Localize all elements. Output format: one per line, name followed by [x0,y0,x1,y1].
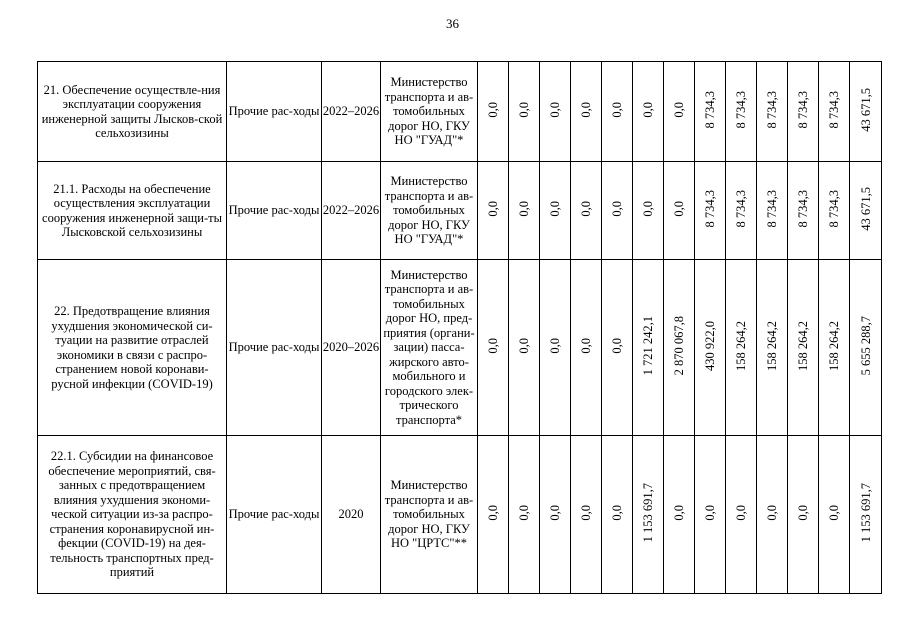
value-cell [540,162,571,260]
value-text: 0,0 [579,101,593,118]
value-text: 8 734,3 [765,91,779,129]
name-cell: 21.1. Расходы на обеспечение осуществления эксплуатации сооружения инженерной защи-ты Лысковской сельхозизины [38,162,227,260]
value-text: 8 734,3 [796,91,810,129]
value-text: 0,0 [548,504,562,521]
page-number: 36 [446,16,459,31]
name-cell: 22. Предотвращение влияния ухудшения экономической си-туации на развитие отраслей экономики в связи с распро-странением новой коронави-русной инфекции (COVID-19) [38,260,227,436]
value-text: 0,0 [734,504,748,521]
value-cell [757,62,788,162]
value-cell [602,162,633,260]
value-cell [850,436,882,594]
value-cell [540,260,571,436]
name-cell: 21. Обеспечение осуществле-ния эксплуатации сооружения инженерной защиты Лысков-ской сельхозизины [38,62,227,162]
value-cell [726,62,757,162]
value-text: 0,0 [672,200,686,217]
value-text: 0,0 [517,504,531,521]
value-cell [633,162,664,260]
value-text: 0,0 [610,101,624,118]
value-text: 8 734,3 [703,91,717,129]
value-cell [664,62,695,162]
value-cell [757,436,788,594]
value-text: 158 264,2 [734,320,748,371]
value-text: 0,0 [486,504,500,521]
value-cell [633,62,664,162]
value-cell [478,62,509,162]
value-cell [850,162,882,260]
value-cell [664,260,695,436]
value-text: 158 264,2 [765,320,779,371]
value-cell [757,260,788,436]
value-text: 0,0 [703,504,717,521]
value-text: 8 734,3 [796,190,810,228]
value-text: 1 721 242,1 [641,316,655,376]
value-cell [788,62,819,162]
value-cell [633,260,664,436]
value-text: 0,0 [641,101,655,118]
value-cell [602,260,633,436]
value-cell [695,260,726,436]
value-cell [726,436,757,594]
expense-type-cell: Прочие рас-ходы [227,260,322,436]
period-cell: 2020 [322,436,381,594]
executor-cell: Министерство транспорта и ав-томобильных дорог НО, ГКУ НО "ЦРТС"** [381,436,478,594]
value-text: 2 870 067,8 [672,316,686,376]
value-cell [788,260,819,436]
expense-type-cell: Прочие рас-ходы [227,162,322,260]
value-cell [571,436,602,594]
expense-type-cell: Прочие рас-ходы [227,62,322,162]
value-cell [850,62,882,162]
executor-cell: Министерство транспорта и ав-томобильных дорог НО, ГКУ НО "ГУАД"* [381,62,478,162]
value-cell [757,162,788,260]
value-text: 0,0 [486,200,500,217]
value-cell [726,260,757,436]
value-text: 0,0 [579,504,593,521]
expense-type-cell: Прочие рас-ходы [227,436,322,594]
executor-cell: Министерство транспорта и ав-томобильных дорог НО, пред-приятия (органи-зации) пасса-жирского авто-мобильного и городского элек-трического транспорта* [381,260,478,436]
value-cell [788,436,819,594]
value-cell [819,162,850,260]
value-cell [664,162,695,260]
value-text: 158 264,2 [796,320,810,371]
value-cell [819,62,850,162]
value-text: 0,0 [548,101,562,118]
period-cell: 2022–2026 [322,62,381,162]
value-text: 8 734,3 [765,190,779,228]
value-text: 0,0 [610,200,624,217]
value-cell [819,260,850,436]
value-cell [540,62,571,162]
period-cell: 2022–2026 [322,162,381,260]
value-text: 430 922,0 [703,320,717,371]
value-text: 158 264,2 [827,320,841,371]
value-cell [478,260,509,436]
value-text: 0,0 [548,200,562,217]
value-text: 0,0 [672,504,686,521]
value-text: 0,0 [517,101,531,118]
value-text: 0,0 [610,504,624,521]
value-text: 43 671,5 [858,87,873,132]
value-text: 8 734,3 [734,190,748,228]
table-row [38,62,882,162]
name-cell: 22.1. Субсидии на финансовое обеспечение мероприятий, свя-занных с предотвращением влияния ухудшения экономи-ческой ситуации из-за распро-странения коронавирусной ин-фекции (COVID-19) на дея-тельность транспортных пред-приятий [38,436,227,594]
value-cell [540,436,571,594]
value-text: 5 655 288,7 [858,316,873,376]
value-cell [509,260,540,436]
value-cell [571,62,602,162]
value-cell [726,162,757,260]
value-text: 0,0 [765,504,779,521]
value-text: 8 734,3 [827,190,841,228]
value-cell [509,436,540,594]
value-text: 0,0 [517,200,531,217]
value-cell [788,162,819,260]
value-cell [571,162,602,260]
value-text: 8 734,3 [703,190,717,228]
table-row [38,162,882,260]
value-cell [571,260,602,436]
budget-table [37,61,882,594]
value-cell [819,436,850,594]
value-cell [695,162,726,260]
value-cell [478,436,509,594]
value-text: 0,0 [610,337,624,354]
value-cell [850,260,882,436]
value-text: 0,0 [827,504,841,521]
period-cell: 2020–2026 [322,260,381,436]
value-cell [664,436,695,594]
value-text: 8 734,3 [734,91,748,129]
value-cell [509,62,540,162]
value-text: 0,0 [672,101,686,118]
value-text: 0,0 [641,200,655,217]
value-text: 1 153 691,7 [858,483,873,543]
value-cell [633,436,664,594]
value-cell [695,62,726,162]
value-text: 1 153 691,7 [641,483,655,543]
value-cell [602,62,633,162]
value-text: 8 734,3 [827,91,841,129]
value-text: 43 671,5 [858,186,873,231]
value-text: 0,0 [579,337,593,354]
value-cell [695,436,726,594]
value-text: 0,0 [486,337,500,354]
value-cell [478,162,509,260]
value-text: 0,0 [796,504,810,521]
value-cell [602,436,633,594]
value-text: 0,0 [486,101,500,118]
table-row [38,260,882,436]
value-text: 0,0 [579,200,593,217]
value-text: 0,0 [517,337,531,354]
table-row [38,436,882,594]
value-cell [509,162,540,260]
executor-cell: Министерство транспорта и ав-томобильных дорог НО, ГКУ НО "ГУАД"* [381,162,478,260]
value-text: 0,0 [548,337,562,354]
